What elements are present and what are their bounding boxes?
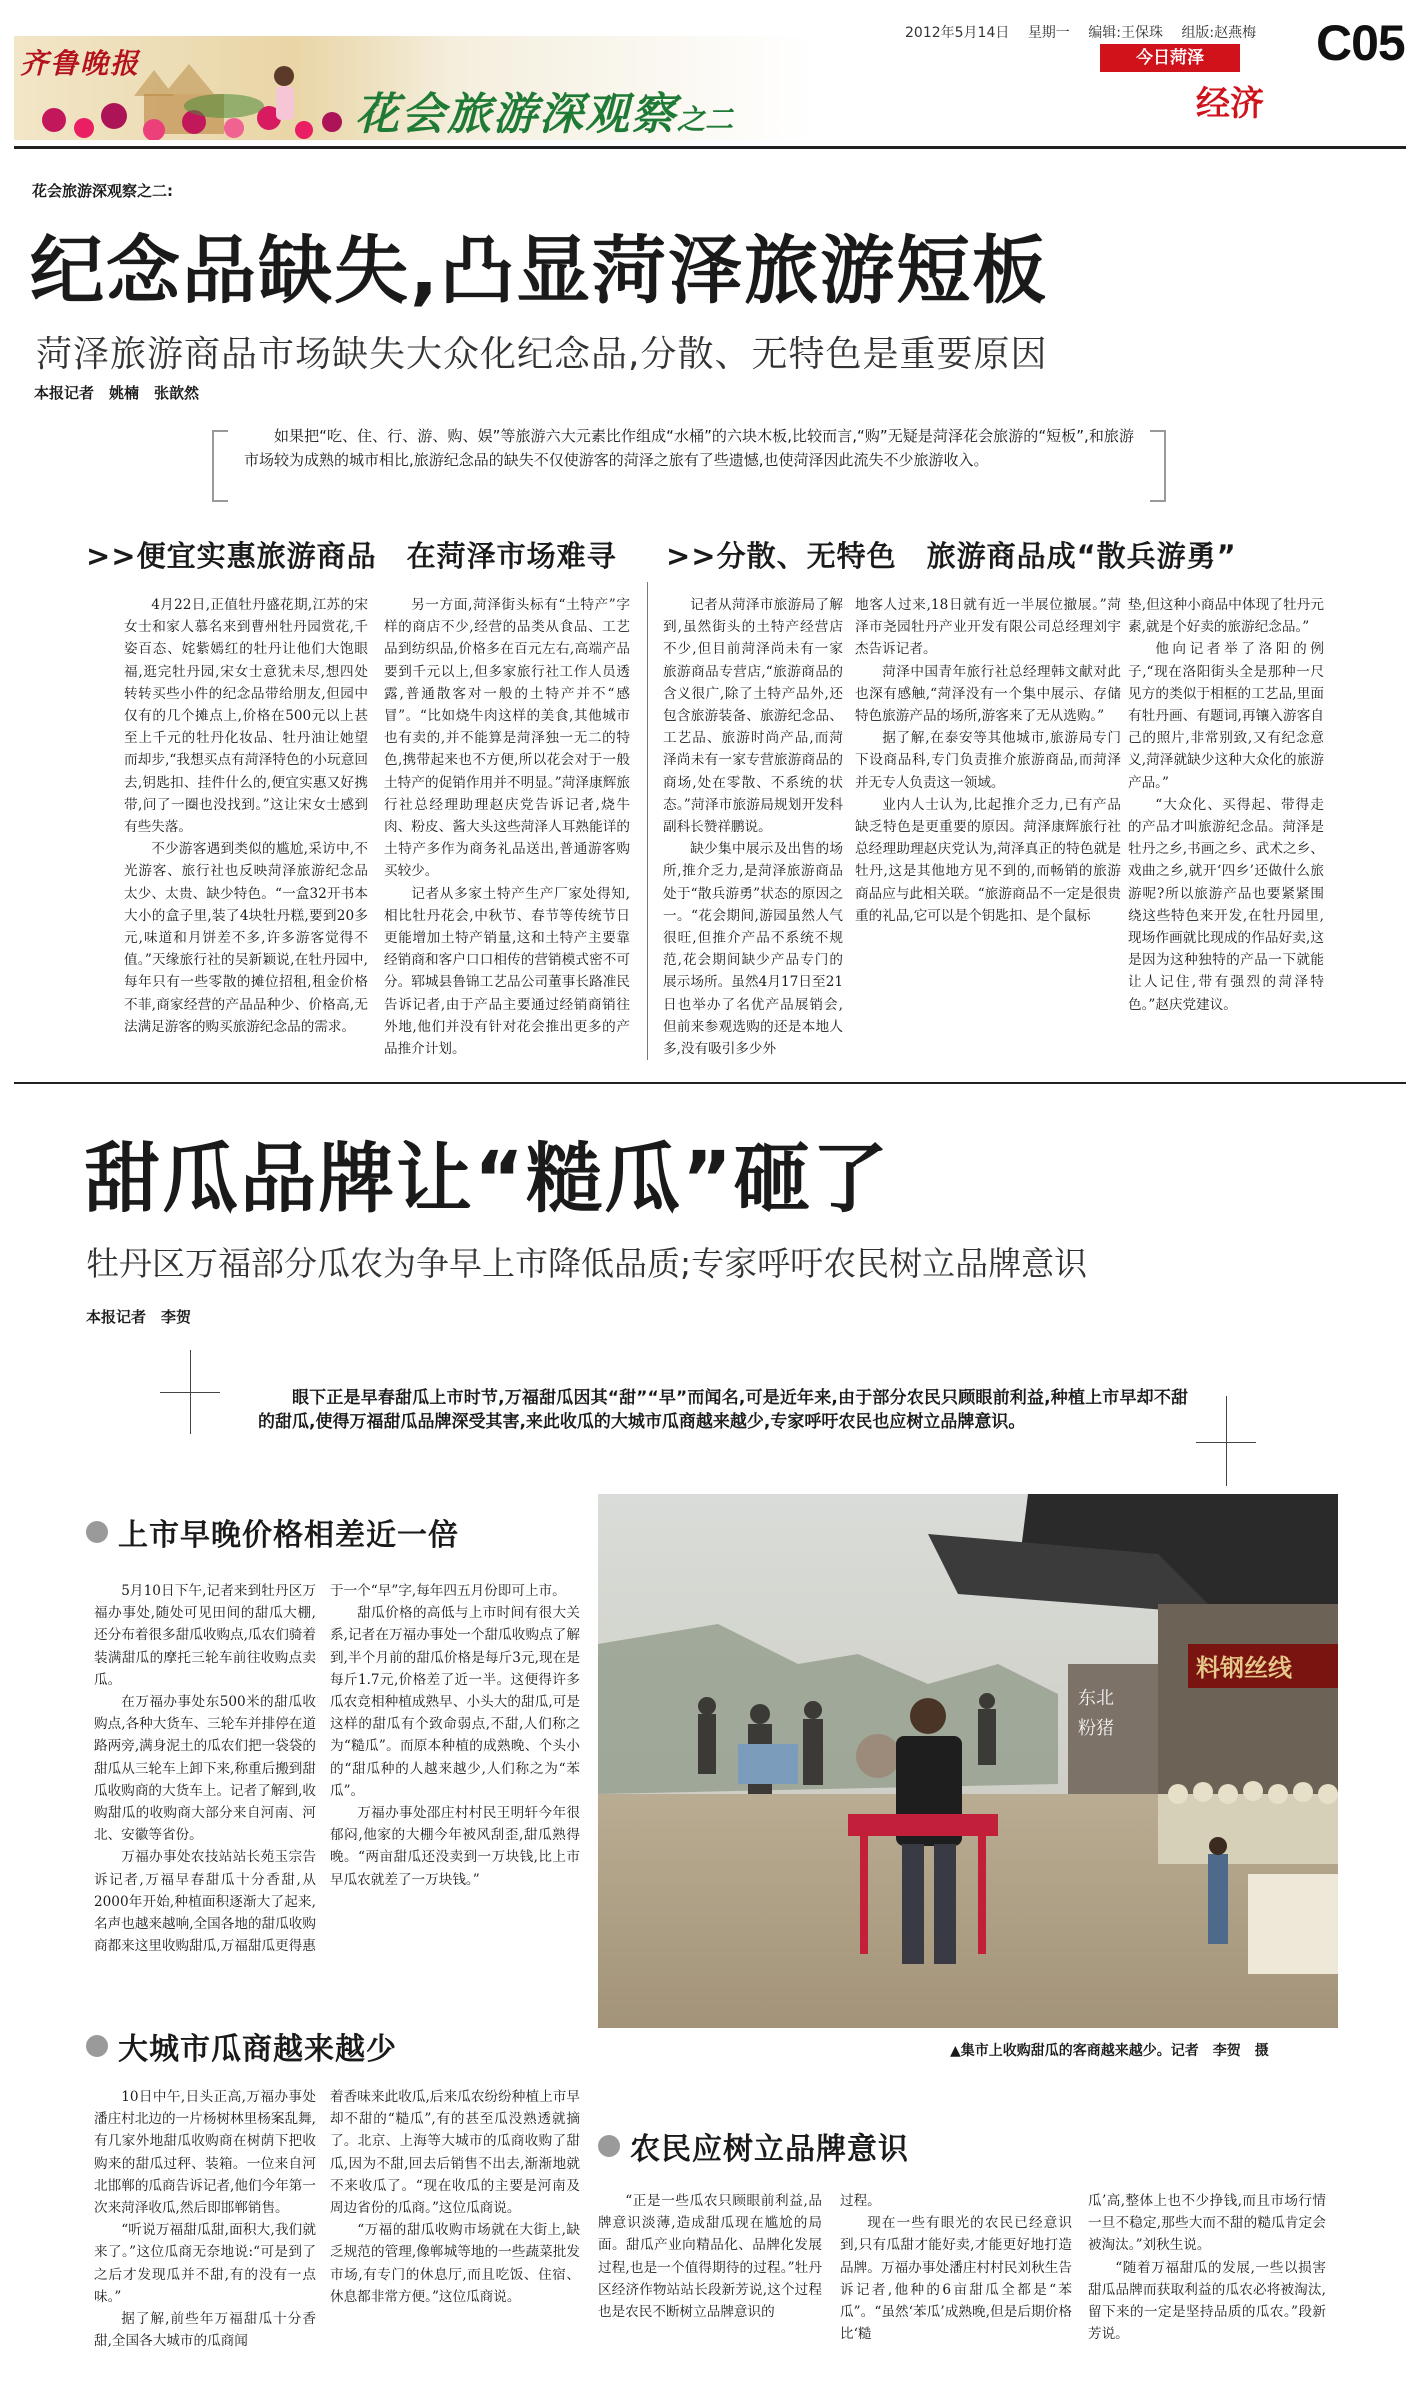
paragraph: 4月22日,正值牡丹盛花期,江苏的宋女士和家人慕名来到曹州牡丹园赏花,千姿百态、姹紫嫣红的牡丹让他们大饱眼福,逛完牡丹园,宋女士意犹未尽,想四处转转买些小件的纪念品带给朋友,但园中仅有的几个摊点上,价格在500元以上甚至上千元的牡丹化妆品、牡丹油让她望而却步,“我想买点有菏泽特色的小玩意回去,钥匙扣、挂件什么的,便宜实惠又好携带,问了一圈也没找到。”这让宋女士感到有些失落。	[124, 597, 368, 836]
shop-sign: 粉猪	[1078, 1718, 1114, 1739]
lead-bracket-left	[212, 430, 228, 502]
crosshair-mark	[1196, 1396, 1256, 1486]
paragraph: 记者从菏泽市旅游局了解到,虽然街头的土特产经营店不少,但目前菏泽尚未有一家旅游商品专营店,“旅游商品的含义很广,除了土特产品外,还包含旅游装备、旅游纪念品、工艺品、旅游时尚产品,而菏泽尚未有一家专营旅游商品的商场,处在零散、不系统的状态。”菏泽市旅游局规划开发科副科长赞祥鹏说。	[663, 597, 843, 836]
paragraph: 在万福办事处东500米的甜瓜收购点,各种大货车、三轮车并排停在道路两旁,满身泥土的瓜农们把一袋袋的甜瓜从三轮车上卸下来,称重后搬到甜瓜收购商的大货车上。记者了解到,收购甜瓜的收购商大部分来自河南、河北、安徽等省份。	[94, 1694, 316, 1844]
newspaper-logo: 齐鲁晚报	[20, 47, 141, 80]
bullet-icon	[86, 2035, 108, 2057]
issue-date: 2012年5月14日	[905, 25, 1010, 41]
article2-section2-title	[86, 2024, 397, 2068]
paragraph: 记者从多家土特产生产厂家处得知,相比牡丹花会,中秋节、春节等传统节日更能增加土特产销量,这和土特产主要靠经销商和客户口口相传的营销模式密不可分。郓城县鲁锦工艺品公司董事长路准民告诉记者,由于产品主要通过经销商销往外地,他们并没有针对花会推出更多的产品推介计划。	[384, 885, 630, 1058]
paragraph: 另一方面,菏泽街头标有“土特产”字样的商店不少,经营的品类从食品、工艺品到纺织品,价格多在百元左右,高端产品要到千元以上,但多家旅行社工作人员透露,普通散客对一般的土特产并不“感冒”。“比如烧牛肉这样的美食,其他城市也有卖的,并不能算是菏泽独一无二的特色,携带起来也不方便,所以花会对于一般土特产的促销作用并不明显。”菏泽康辉旅行社总经理助理赵庆党告诉记者,烧牛肉、粉皮、酱大头这些菏泽人耳熟能详的土特产多作为商务礼品送出,普通游客购买较少。	[384, 597, 630, 880]
paragraph: 地客人过来,18日就有近一半展位撤展。”菏泽市尧园牡丹产业开发有限公司总经理刘宇杰告诉记者。	[855, 597, 1121, 658]
lead-bracket-right	[1150, 430, 1166, 502]
visitor-figure	[274, 66, 294, 120]
news-photo	[598, 1494, 1338, 2028]
issue-weekday: 星期一	[1027, 25, 1070, 41]
article2-byline: 本报记者 李贺	[86, 1308, 192, 1326]
paragraph: 缺少集中展示及出售的场所,推介乏力,是菏泽旅游商品处于“散兵游勇”状态的原因之一。“花会期间,游园虽然人气很旺,但推介产品不系统不规范,花会期间缺少产品专门的展示场所。虽然4月17日至21日也举办了名优产品展销会,但前来参观选购的还是本地人多,没有吸引多少外	[663, 841, 843, 1058]
section2-column-1	[94, 2086, 316, 2382]
article1-subhead: 菏泽旅游商品市场缺失大众化纪念品,分散、无特色是重要原因	[36, 334, 1048, 375]
section3-column-2	[840, 2190, 1072, 2382]
section-name: 经济	[1196, 84, 1264, 124]
article1-section1-title: >>便宜实惠旅游商品 在菏泽市场难寻	[86, 539, 617, 573]
article1-column-4	[855, 594, 1121, 1060]
article1-column-1	[124, 594, 368, 1060]
section3-column-1	[598, 2190, 822, 2382]
article1-column-3	[663, 594, 843, 1060]
banner-title-text: 花会旅游深观察	[355, 89, 677, 140]
page-editor: 编辑:王保珠	[1088, 25, 1163, 41]
paragraph: “正是一些瓜农只顾眼前利益,品牌意识淡薄,造成甜瓜现在尴尬的局面。甜瓜产业向精品化、品牌化发展过程,也是一个值得期待的过程。”牡丹区经济作物站站长段新芳说,这个过程也是农民不断树立品牌意识的	[598, 2193, 822, 2321]
article1-section2-title: >>分散、无特色 旅游商品成“散兵游勇”	[666, 539, 1237, 573]
bullet-icon	[598, 2135, 620, 2157]
paragraph: 不少游客遇到类似的尴尬,采访中,不光游客、旅行社也反映菏泽旅游纪念品太少、太贵、缺少特色。“一盒32开书本大小的盒子里,装了4块牡丹糕,要到20多元,味道和月饼差不多,许多游客觉得不值。”天缘旅行社的吴新颖说,在牡丹园中,每年只有一些零散的摊位招租,租金价格不菲,商家经营的产品品种少、价格高,无法满足游客的购买旅游纪念品的需求。	[124, 841, 368, 1035]
paragraph: 据了解,在泰安等其他城市,旅游局专门下设商品科,专门负责推介旅游商品,而菏泽并无专人负责这一领域。	[855, 730, 1121, 791]
article1-headline: 纪念品缺失,凸显菏泽旅游短板	[30, 228, 1049, 314]
paragraph: 5月10日下午,记者来到牡丹区万福办事处,随处可见田间的甜瓜大棚,还分布着很多甜瓜收购点,瓜农们骑着装满甜瓜的摩托三轮车前往收购点卖瓜。	[94, 1583, 316, 1688]
article2-lead: 眼下正是早春甜瓜上市时节,万福甜瓜因其“甜”“早”而闻名,可是近年来,由于部分农民只顾眼前利益,种植上市早却不甜的甜瓜,使得万福甜瓜品牌深受其害,来此收瓜的大城市瓜商越来越少,专家呼吁农民也应树立品牌意识。	[258, 1388, 1188, 1432]
market-street-photo	[598, 1494, 1338, 2028]
paragraph: 万福办事处邵庄村村民王明轩今年很郁闷,他家的大棚今年被风刮歪,甜瓜熟得晚。“两亩甜瓜还没卖到一万块钱,比上市早瓜农就差了一万块钱。”	[330, 1805, 580, 1888]
shop-sign: 料钢丝线	[1196, 1654, 1292, 1682]
paragraph: 他向记者举了洛阳的例子,“现在洛阳街头全是那种一尺见方的类似于相框的工艺品,里面有牡丹画、有题词,再镶入游客自己的照片,非常别致,又有纪念意义,菏泽就缺少这种大众化的旅游产品。”	[1128, 641, 1324, 791]
paragraph: 菏泽中国青年旅行社总经理韩文献对此也深有感触,“菏泽没有一个集中展示、存储特色旅游产品的场所,游客来了无从选购。”	[855, 663, 1121, 725]
article1-byline: 本报记者 姚楠 张歆然	[34, 384, 200, 402]
article-divider	[14, 1082, 1406, 1084]
paragraph: 甜瓜价格的高低与上市时间有很大关系,记者在万福办事处一个甜瓜收购点了解到,半个月前的甜瓜价格是每斤3元,现在是每斤1.7元,价格差了近一半。这便得许多瓜农竞相种植成熟早、小头大的甜瓜,可是这样的甜瓜有个致命弱点,不甜,人们称之为“糙瓜”。而原本种植的成熟晚、个头小的“甜瓜种的人越来越少,人们称之为“苯瓜”。	[330, 1605, 580, 1799]
page-layout: 组版:赵燕梅	[1181, 25, 1257, 41]
paragraph: 着香味来此收瓜,后来瓜农纷纷种植上市早却不甜的“糙瓜”,有的甚至瓜没熟透就摘了。北京、上海等大城市的瓜商收购了甜瓜,因为不甜,回去后销售不出去,渐渐地就不来收瓜了。“现在收瓜的主要是河南及周边省份的瓜商。”这位瓜商说。	[330, 2089, 580, 2217]
paragraph: 业内人士认为,比起推介乏力,已有产品缺乏特色是更重要的原因。菏泽康辉旅行社总经理助理赵庆党认为,菏泽真正的特色就是牡丹,这是其他地方见不到的,而畅销的旅游商品应与此相关联。“旅游商品不一定是很贵重的礼品,它可以是个钥匙扣、是个鼠标	[855, 796, 1121, 924]
paragraph: 垫,但这种小商品中体现了牡丹元素,就是个好卖的旅游纪念品。”	[1128, 597, 1324, 636]
shop-sign: 东北	[1078, 1688, 1114, 1709]
issue-info-bar	[905, 22, 1256, 42]
paragraph: 过程。	[840, 2193, 881, 2209]
article1-column-2	[384, 594, 630, 1060]
article1-kicker: 花会旅游深观察之二:	[32, 182, 173, 200]
article2-headline: 甜瓜品牌让“糙瓜”砸了	[84, 1134, 890, 1223]
section2-column-2	[330, 2086, 580, 2382]
section-title-text: 上市早晚价格相差近一倍	[118, 1518, 459, 1553]
paragraph: 万福办事处农技站站长苑玉宗告诉记者,万福早春甜瓜十分香甜,从2000年开始,种植面积逐渐大了起来,名声也越来越响,全国各地的甜瓜收购商都来这里收购甜瓜,万福甜瓜更得惠	[94, 1849, 316, 1955]
paragraph: 10日中午,日头正高,万福办事处潘庄村北边的一片杨树林里杨案乱舞,有几家外地甜瓜收购商在树荫下把收购来的甜瓜过秤、装箱。一位来自河北邯郸的瓜商告诉记者,他们今年第一次来菏泽收瓜,然后即邯郸销售。	[94, 2089, 316, 2217]
section1-column-1	[94, 1580, 316, 2004]
paragraph: 据了解,前些年万福甜瓜十分香甜,全国各大城市的瓜商闻	[94, 2311, 316, 2350]
paragraph: “大众化、买得起、带得走的产品才叫旅游纪念品。菏泽是牡丹之乡,书画之乡、武术之乡、戏曲之乡,就开‘四乡’还做什么旅游呢?所以旅游产品也要紧紧围绕这些特色来开发,在牡丹园里,现场作画就比现成的作品好卖,这是因为这种独特的产品一下就能让人记住,带有强烈的菏泽特色。”赵庆党建议。	[1128, 796, 1324, 1013]
bullet-icon	[86, 1521, 108, 1543]
masthead-rule	[14, 146, 1406, 149]
edition-tag: 今日菏泽	[1100, 44, 1240, 72]
page-number: C05	[1316, 15, 1405, 71]
article1-divider	[647, 582, 648, 1060]
article1-lead: 如果把“吃、住、行、游、购、娱”等旅游六大元素比作组成“水桶”的六块木板,比较而言,“购”无疑是菏泽花会旅游的“短板”,和旅游市场较为成熟的城市相比,旅游纪念品的缺失不仅使游客的菏泽之旅有了些遗憾,也使菏泽因此流失不少旅游收入。	[244, 427, 1134, 469]
banner-series-title	[355, 78, 733, 142]
photo-caption: ▲集市上收购甜瓜的客商越来越少。记者 李贺 摄	[950, 2043, 1269, 2059]
paragraph: “万福的甜瓜收购市场就在大街上,缺乏规范的管理,像郸城等地的一些蔬菜批发市场,有专门的休息厅,而且吃饭、住宿、休息都非常方便。”这位瓜商说。	[330, 2222, 580, 2305]
paragraph: 现在一些有眼光的农民已经意识到,只有瓜甜才能好卖,才能更好地打造品牌。万福办事处潘庄村村民刘秋生告诉记者,他种的6亩甜瓜全都是“苯瓜”。“虽然‘苯瓜’成熟晚,但是后期价格比‘糙	[840, 2215, 1072, 2343]
banner-title-suffix: 之二	[677, 103, 734, 136]
paragraph: 于一个“早”字,每年四五月份即可上市。	[330, 1583, 566, 1599]
section-title-text: 大城市瓜商越来越少	[118, 2032, 397, 2067]
section3-column-3	[1088, 2190, 1326, 2382]
article2-section3-title	[598, 2124, 909, 2168]
section-title-text: 农民应树立品牌意识	[630, 2132, 909, 2167]
section1-column-2	[330, 1580, 580, 2004]
article2-subhead: 牡丹区万福部分瓜农为争早上市降低品质;专家呼吁农民树立品牌意识	[86, 1244, 1088, 1283]
article2-section1-title	[86, 1510, 459, 1554]
paragraph: “随着万福甜瓜的发展,一些以损害甜瓜品牌而获取利益的瓜农必将被淘汰,留下来的一定是坚持品质的瓜农。”段新芳说。	[1088, 2259, 1326, 2343]
paragraph: “听说万福甜瓜甜,面积大,我们就来了。”这位瓜商无奈地说:“可是到了之后才发现瓜并不甜,有的没有一点味。”	[94, 2222, 316, 2305]
paragraph: 瓜’高,整体上也不少挣钱,而且市场行情一旦不稳定,那些大而不甜的糙瓜肯定会被淘汰。”刘秋生说。	[1088, 2193, 1326, 2254]
crosshair-mark	[160, 1350, 220, 1434]
article1-column-5	[1128, 594, 1324, 1060]
